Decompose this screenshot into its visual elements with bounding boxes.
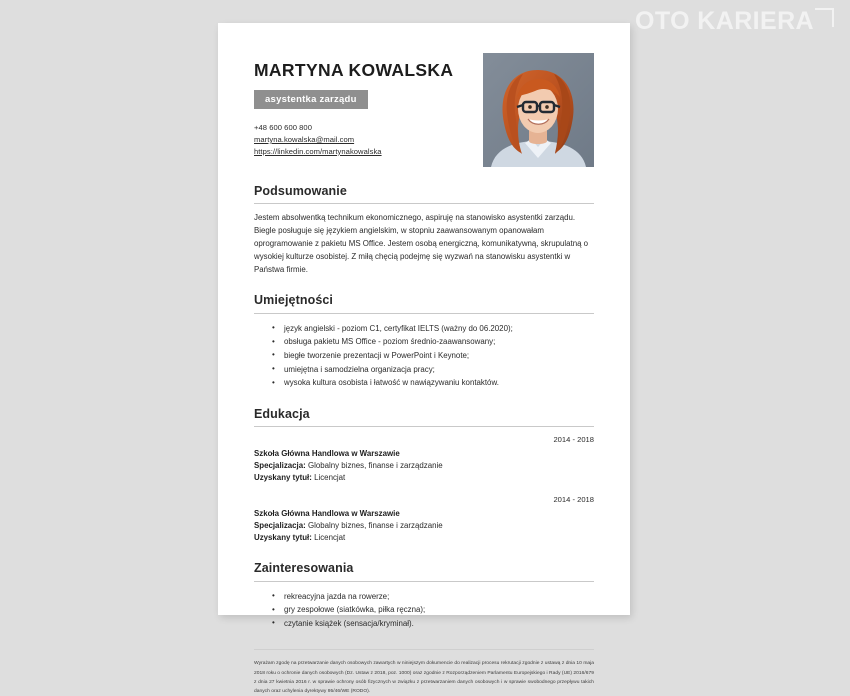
candidate-photo bbox=[483, 53, 594, 167]
section-title-interests: Zainteresowania bbox=[254, 561, 354, 576]
education-specialization-label: Specjalizacja: bbox=[254, 520, 306, 530]
education-date: 2014 - 2018 bbox=[553, 435, 594, 445]
corner-bracket-icon bbox=[815, 8, 834, 27]
resume-content bbox=[218, 23, 630, 694]
section-summary bbox=[254, 184, 594, 276]
section-title-education: Edukacja bbox=[254, 406, 310, 421]
education-degree-value: Licencjat bbox=[314, 533, 346, 543]
education-school: Szkoła Główna Handlowa w Warszawie bbox=[254, 448, 400, 458]
section-skills bbox=[254, 293, 594, 389]
education-degree bbox=[254, 472, 594, 484]
education-specialization-value: Globalny biznes, finanse i zarządzanie bbox=[307, 461, 443, 471]
list-item: • gry zespołowe (siatkówka, piłka ręczna); bbox=[284, 603, 594, 617]
summary-body: Jestem absolwentką technikum ekonomicznego, aspiruję na stanowisko asystentki zarządu. Biegle posługuje się językiem angielskim, w stopniu zaawansowanym opanowałam oprogramowanie z pakietu MS Office. Jestem osobą energiczną, komunikatywną, skrupulatną o wysokiej kulturze osobistej. Z miłą chęcią podejmę się wyzwań na stanowisku asystentki w Państwa firmie. bbox=[254, 213, 589, 274]
education-school: Szkoła Główna Handlowa w Warszawie bbox=[254, 508, 400, 518]
logo-text-oto: OTO bbox=[635, 7, 690, 35]
portrait-illustration bbox=[483, 53, 594, 167]
header-details bbox=[254, 51, 483, 158]
list-item: • obsługa pakietu MS Office - poziom średnio-zaawansowany; bbox=[284, 335, 594, 349]
list-item: • wysoka kultura osobista i łatwość w nawiązywaniu kontaktów. bbox=[284, 376, 594, 390]
section-interests bbox=[254, 561, 594, 630]
resume-header bbox=[254, 51, 594, 167]
education-degree-value: Licencjat bbox=[314, 473, 346, 483]
education-specialization-value: Globalny biznes, finanse i zarządzanie bbox=[307, 520, 443, 530]
divider bbox=[254, 581, 594, 582]
list-item: • biegłe tworzenie prezentacji w PowerPoint i Keynote; bbox=[284, 349, 594, 363]
list-item: • umiejętna i samodzielna organizacja pracy; bbox=[284, 363, 594, 377]
candidate-name: MARTYNA KOWALSKA bbox=[254, 60, 454, 80]
interests-list bbox=[254, 590, 594, 631]
education-entry bbox=[254, 495, 594, 545]
logo-text bbox=[635, 9, 814, 34]
section-education bbox=[254, 407, 594, 545]
education-degree bbox=[254, 532, 594, 544]
education-entry bbox=[254, 435, 594, 485]
section-title-skills: Umiejętności bbox=[254, 293, 334, 308]
list-item: • czytanie książek (sensacja/kryminał). bbox=[284, 617, 594, 631]
education-specialization bbox=[254, 460, 594, 472]
consent-text: Wyrażam zgodę na przetwarzanie danych osobowych zawartych w niniejszym dokumencie do realizacji procesu rekrutacji zgodnie z ustawą z dnia 10 maja 2018 roku o ochronie danych osobowych (Dz. Ustaw z 2018, poz. 1000) oraz zgodnie z Rozporządzeniem Parlamentu Europejskiego i Rady (UE) 2016/679 z dnia 27 kwietnia 2016 r. w sprawie ochrony osób fizycznych w związku z przetwarzaniem danych osobowych i w sprawie swobodnego przepływu takich danych oraz uchylenia dyrektywy 95/46/WE (RODO). bbox=[254, 661, 594, 694]
divider bbox=[254, 203, 594, 204]
list-item: • rekreacyjna jazda na rowerze; bbox=[284, 590, 594, 604]
contact-linkedin[interactable]: https://linkedin.com/martynakowalska bbox=[254, 146, 382, 156]
education-degree-label: Uzyskany tytuł: bbox=[254, 533, 312, 543]
contact-phone: +48 600 600 800 bbox=[254, 123, 312, 133]
education-degree-label: Uzyskany tytuł: bbox=[254, 473, 312, 483]
education-date: 2014 - 2018 bbox=[553, 494, 594, 504]
divider bbox=[254, 313, 594, 314]
section-title-summary: Podsumowanie bbox=[254, 184, 347, 198]
logo-text-kariera: KARIERA bbox=[697, 7, 814, 35]
divider bbox=[254, 426, 594, 427]
contact-email[interactable]: martyna.kowalska@mail.com bbox=[254, 135, 355, 145]
education-specialization-label: Specjalizacja: bbox=[254, 461, 306, 471]
education-specialization bbox=[254, 520, 594, 532]
oto-kariera-logo bbox=[635, 9, 834, 34]
skills-list bbox=[254, 322, 594, 390]
list-item: • język angielski - poziom C1, certyfikat IELTS (ważny do 06.2020); bbox=[284, 322, 594, 336]
consent-clause bbox=[254, 649, 594, 695]
resume-page bbox=[218, 23, 630, 694]
role-badge: asystentka zarządu bbox=[254, 90, 368, 109]
